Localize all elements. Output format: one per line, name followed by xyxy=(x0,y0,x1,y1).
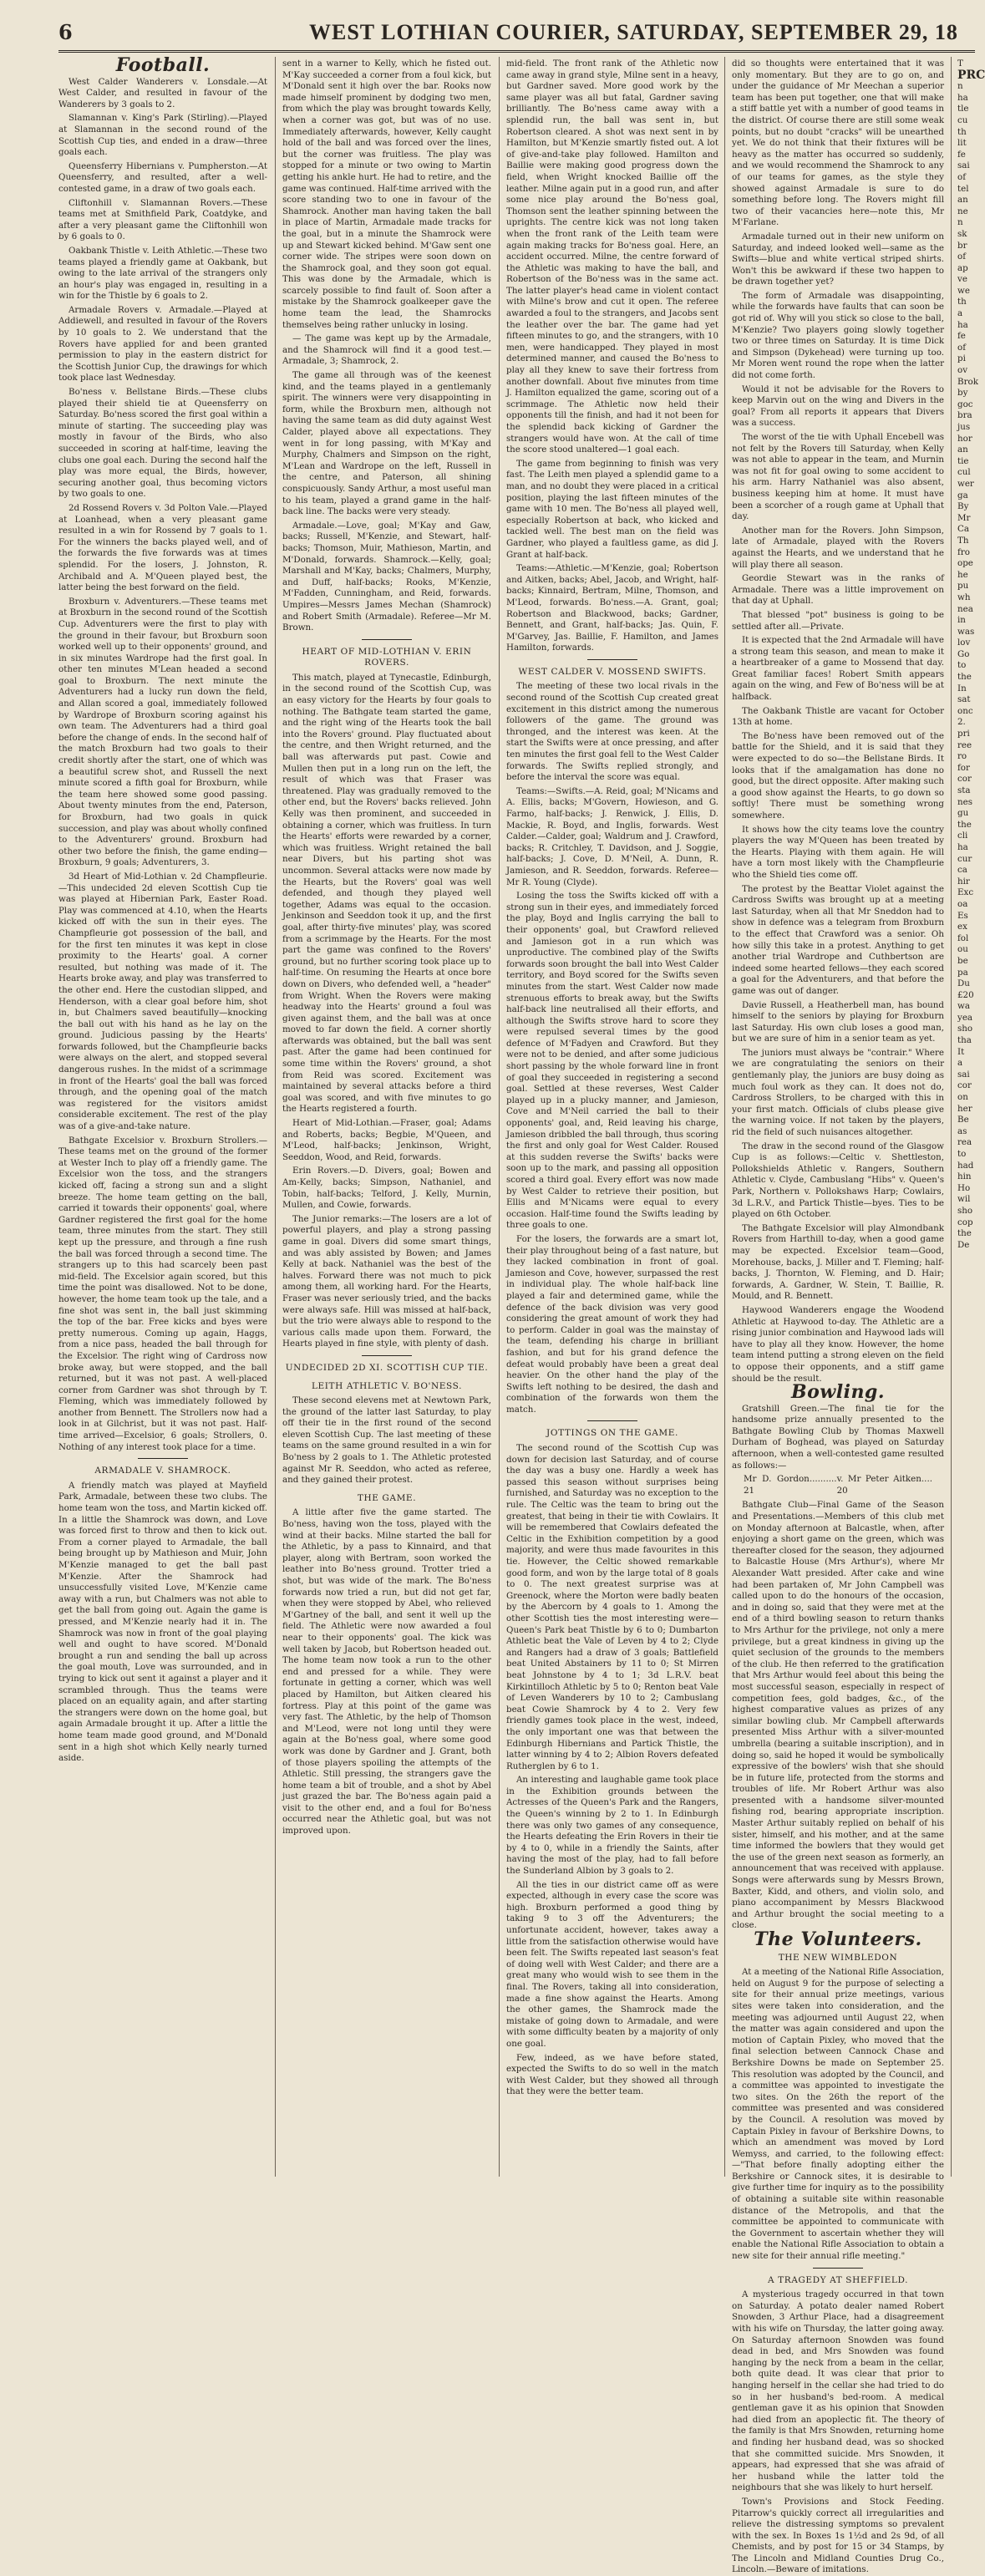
clipped-line-fragment: sk xyxy=(957,228,967,239)
clipped-line-fragment: jus xyxy=(957,422,971,432)
article-paragraph: Davie Russell, a Heatherbell man, has bound himself to the seniors by playing for Broxburn last Saturday. His own club loses a good man, but we are sure of him in a senior team as yet. xyxy=(732,999,944,1044)
clipped-line-fragment: Exc xyxy=(957,887,974,898)
article-heading: THE NEW WIMBLEDON xyxy=(778,1952,898,1963)
article-paragraph: mid-field. The front rank of the Athletic now came away in grand style, Milne sent in a heavy, but Gardner saved. More good work by the same player was all but fatal, Gardner saving brilliantly. The Bo'ness came away with a splendid run, the ball was sent in, but Robertson cleared. A shot was next sent in by Hamilton, but M'Kenzie smartly fisted out. A lot of give-and-take play followed. Hamilton and Baillie were making good progress down the field, when Wright knocked Baillie off the leather. Milne again put in a good run, and after some nice play around the Bo'ness goal, Thomson sent the leather spinning between the uprights. The centre kick was not long taken when the front rank of the Leith team were again making tracks for Bo'ness goal. Here, an accident occurred. Milne, the centre forward of the Athletic was making to have the ball, and Robertson of the Bo'ness was in the same act. The latter player's head came in violent contact with Milne's brow and cut it open. The referee awarded a foul to the strangers, and Jacobs sent the leather over the bar. The game had yet fifteen minutes to go, and the strangers, with 10 men, were handicapped. They played in most determined manner, and caused the Bo'ness to play all they knew to save their fortress from another downfall. About five minutes from time J. Hamilton equalized the game, scoring out of a scrimmage. The Athletic now held their opponents till the finish, and had it not been for the splendid back kicking of Gardner the strangers would have won. At the call of time the score stood unaltered—1 goal each. xyxy=(506,58,718,455)
clipped-line-fragment: lit xyxy=(957,138,967,149)
article-paragraph: The worst of the tie with Uphall Encebell was not felt by the Rovers till Saturday, when Kelly was not able to appear in the team, and Murnin was not fit for goal owing to some accident to his arm. Harry Nathaniel was also absent, business keeping him at home. It must have been a scorcher of a rough game at Uphall that day. xyxy=(732,432,944,522)
clipped-line-fragment: sai xyxy=(957,1069,970,1080)
clipped-line-fragment: ro xyxy=(957,751,967,762)
clipped-line-fragment: a xyxy=(957,308,963,319)
article-paragraph: sent in a warner to Kelly, which he fisted out. M'Kay succeeded a corner from a foul kick, but M'Donald sent it high over the bar. Rooks now made himself prominent by dodging two men, from which the play was brought towards Kelly, when a corner was got, but was of no use. Immediately afterwards, however, Kelly caught hold of the ball and was forced over the lines, but the corner was fruitless. The play was stopped for a minute or two owing to Martin getting his ankle hurt. He had to retire, and the game was continued. Half-time arrived with the score standing two to one in favour of the Shamrock. Another man having taken the ball in place of Martin, Armadale made tracks for the goal, but in a minute the Shamrock were up and Stewart kicked behind. M'Gaw sent one corner wide. The stripes were soon down on the Shamrock goal, and they soon got equal. This was done by the Armadale, which is scarcely possible to find fault of. Soon after a mistake by the Shamrock goalkeeper gave the home team the lead, the Shamrocks themselves being rather unlucky in losing. xyxy=(282,58,491,330)
section-title-football: Football. xyxy=(115,54,211,76)
clipped-line-fragment: fe xyxy=(957,149,966,160)
divider xyxy=(813,2268,863,2269)
clipped-line-fragment: PRC xyxy=(957,68,985,82)
clipped-line-fragment: oa xyxy=(957,898,968,909)
clipped-line-fragment: Es xyxy=(957,910,968,921)
clipped-line-fragment: for xyxy=(957,762,970,773)
clipped-line-fragment: fro xyxy=(957,546,970,557)
clipped-line-fragment: cor xyxy=(957,774,972,785)
clipped-line-fragment: Du xyxy=(957,978,970,989)
article-paragraph: Bo'ness v. Bellstane Birds.—These clubs played their shield tie at Queensferry on Saturday. Bo'ness scored the first goal within a minute of starting. The succeeding play was mostly in favour of the Birds, who also succeeded in scoring at half-time, leaving the clubs one goal each. During the second half the play was more equal, the Birds, however, securing another goal, thus becoming victors by two goals to one. xyxy=(58,387,267,500)
bowling-score-line xyxy=(732,1474,944,1496)
clipped-line-fragment: th xyxy=(957,126,967,137)
clipped-line-fragment: he xyxy=(957,569,968,580)
clipped-line-fragment: as xyxy=(957,1125,967,1136)
clipped-line-fragment: ree xyxy=(957,739,972,750)
article-paragraph: The Bathgate Excelsior will play Almondbank Rovers from Harthill to-day, when a good game may be expected. Excelsior team—Good, Morehouse, backs, J. Miller and T. Fleming; half-backs, J. Thornton, W. Fleming, and D. Hair; forwards, A. Gardner, W. Stein, T. Baillie, R. Mould, and R. Bennett. xyxy=(732,1222,944,1302)
clipped-line-fragment: had xyxy=(957,1160,974,1171)
article-paragraph: Teams:—Swifts.—A. Reid, goal; M'Nicams and A. Ellis, backs; M'Govern, Howieson, and G. Farmo, half-backs; J. Renwick, J. Ellis, D. Mackie, R. Boyd, and Inglis, forwards. West Calder.—Calder, goal; Waldrum and J. Crawford, backs; R. Critchley, T. Davidson, and J. Soggie, half-backs; J. Cove, D. M'Neil, A. Dunn, R. Jamieson, and R. Seeddon, forwards. Referee—Mr R. Young (Clyde). xyxy=(506,785,718,887)
article-paragraph: At a meeting of the National Rifle Association, held on August 9 for the purpose of selecting a site for their annual prize meetings, various sites were taken into consideration, and the meeting was adjourned until August 22, when the matter was again considered and upon the motion of Captain Pixley, who moved that the final selection between Cannock Chase and Berkshire Downs be made on September 25. This resolution was adopted by the Council, and a committee was appointed to investigate the two sites. On the 26th the report of the committee was presented and was considered by the Council. A resolution was moved by Captain Pixley in favour of Berkshire Downs, to which an amendment was moved by Lord Wemyss, and carried, to the following effect:—"That before finally adopting either the Berkshire or Cannock sites, it is desirable to give further time for inquiry as to the possibility of obtaining a suitable site within reasonable distance of the Metropolis, and that the committee be appointed to communicate with the Government to ascertain whether they will enable the National Rifle Association to obtain a new site for their annual rifle meeting." xyxy=(732,1967,944,2262)
article-paragraph: This match, played at Tynecastle, Edinburgh, in the second round of the Scottish Cup, was an easy victory for the Hearts by four goals to nothing. The Bathgate team started the game, and the right wing of the Hearts took the ball into the Rovers' ground. Play fluctuated about the centre, and then Wright returned, and the ball was afterwards put past. Cowie and Mullen then put in a long run on the left, the result of which was that Fraser was threatened. Play was gradually removed to the other end, but the Rovers' backs relieved. John Kelly was then prominent, and succeeded in obtaining a corner, which was fruitless. In turn the Hearts' efforts were rewarded by a corner, which was fruitless. Wright retained the ball near Divers, but his parting shot was uncommon. Several attacks were now made by the Hearts, but the Rovers' goal was well defended, and though they played well together, Adams was equal to the occasion. Jenkinson and Seeddon took it up, and the first goal, after thirty-five minutes' play, was scored from a scrimmage by the Hearts. For the most part the game was confined to the Rovers' ground, but no further scoring took place up to half-time. On resuming the Hearts at once bore down on Divers, who defended well, a "header" from Wright. When the Rovers were making headway into the Hearts' ground a foul was given against them, and the ball was at once moved to far down the field. A corner shortly afterwards was obtained, but the ball was sent past. After the game had been continued for some time within the Rovers' ground, a shot from Reid was scored. Excitement was maintained by several attacks before a third goal was scored, and with five minutes to go the Hearts registered a fourth. xyxy=(282,672,491,1115)
clipped-line-fragment: ha xyxy=(957,841,968,852)
article-paragraph: Armadale turned out in their new uniform on Saturday, and indeed looked well—same as the Swifts—blue and white vertical striped shirts. Won't this be awkward if these two happen to be drawn together yet? xyxy=(732,231,944,287)
article-paragraph: 3d Heart of Mid-Lothian v. 2d Champfleurie.—This undecided 2d eleven Scottish Cup tie was played at Hibernian Park, Easter Road. Play was commenced at 4.10, when the Hearts kicked off with the sun in their eyes. The Champfleurie got possession of the ball, and for the first ten minutes it was kept in close proximity to the Hearts' goal. A corner resulted, but nothing was made of it. The Hearts broke away, and play was transferred to the other end. Here the custodian slipped, and Henderson, with a clear goal before him, shot in, but Chalmers saved beautifully—knocking the ball out with his hand as he lay on the ground. Judicious passing by the Hearts' forwards followed, but the Champfleurie backs were always on the alert, and stopped several dangerous rushes. In the midst of a scrimmage in front of the Hearts' goal the ball was forced through, and the opening goal of the match was registered for the visitors amidst considerable excitement. The rest of the play was of a give-and-take nature. xyxy=(58,871,267,1132)
clipped-line-fragment: the xyxy=(957,1228,972,1239)
clipped-line-fragment: hor xyxy=(957,433,972,444)
clipped-line-fragment: ap xyxy=(957,262,968,273)
clipped-line-fragment: ha xyxy=(957,319,968,330)
clipped-line-fragment: of xyxy=(957,252,967,262)
clipped-line-fragment: hin xyxy=(957,1171,972,1182)
clipped-line-fragment: pi xyxy=(957,353,966,364)
clipped-line-fragment: tie xyxy=(957,455,969,466)
clipped-line-fragment: an xyxy=(957,195,968,206)
column-rule xyxy=(499,57,500,2177)
advertisement-paragraph: Town's Provisions and Stock Feeding. Pitarrow's quickly correct all irregularities and relieve the distressing symptoms so prevalent with the sex. In Boxes 1s 1½d and 2s 9d, of all Chemists, and by post for 15 or 34 Stamps, by The Lincoln and Midland Counties Drug Co., Lincoln.—Beware of imitations. xyxy=(732,2496,944,2575)
clipped-line-fragment: by xyxy=(957,388,968,399)
article-heading: WEST CALDER V. MOSSEND SWIFTS. xyxy=(518,666,707,677)
clipped-line-fragment: Ho xyxy=(957,1182,971,1193)
clipped-line-fragment: sta xyxy=(957,785,971,795)
clipped-line-fragment: ve xyxy=(957,274,967,285)
clipped-line-fragment: n xyxy=(957,217,963,228)
clipped-line-fragment: nes xyxy=(957,796,973,807)
clipped-line-fragment: the xyxy=(957,819,972,830)
section-title-volunteers: The Volunteers. xyxy=(754,1928,922,1950)
divider xyxy=(138,1458,188,1459)
clipped-line-fragment: sho xyxy=(957,1205,973,1216)
article-paragraph: The juniors must always be "contrair." Where we are congratulating the seniors on their gentlemanly play, the juniors are busy doing as much foul work as they can. It does not do, Cardross Strollers, to be charged with this in your first match. Officials of clubs please give the warning voice. If not taken by the players, rid the field of such nuisances altogether. xyxy=(732,1047,944,1138)
clipped-line-fragment: n xyxy=(957,81,963,92)
article-paragraph: West Calder Wanderers v. Lonsdale.—At West Calder, and resulted in favour of the Wanderers by 3 goals to 2. xyxy=(58,76,267,109)
article-heading: A TRAGEDY AT SHEFFIELD. xyxy=(767,2274,909,2285)
column-rule xyxy=(951,57,952,2177)
article-paragraph: Armadale.—Love, goal; M'Kay and Gaw, backs; Russell, M'Kenzie, and Stewart, half-backs; Thomson, Muir, Mathieson, Martin, and M'Donald, forwards. Shamrock.—Kelly, goal; Marshall and M'Kay, backs; Chalmers, Murphy, and Duff, half-backs; Rooks, M'Kenzie, M'Fadden, Cunningham, and Reid, forwards. Umpires—Messrs James Mechan (Shamrock) and Robert Smith (Armadale). Referee—Mr M. Brown. xyxy=(282,520,491,633)
clipped-line-fragment: ha xyxy=(957,92,968,103)
column-rule xyxy=(724,57,725,2177)
clipped-line-fragment: cul xyxy=(957,467,971,478)
divider xyxy=(587,659,637,660)
clipped-line-fragment: sat xyxy=(957,694,971,705)
newspaper-title: WEST LOTHIAN COURIER, SATURDAY, SEPTEMBER 29, 18 xyxy=(309,20,958,44)
divider xyxy=(362,639,412,640)
clipped-line-fragment: was xyxy=(957,626,975,637)
clipped-line-fragment: pu xyxy=(957,581,969,592)
clipped-line-fragment: nea xyxy=(957,603,973,614)
article-paragraph: It shows how the city teams love the country players the way M'Queen has been treated by the Hearts. Playing with them again. He will have a torn most likely with the Champfleurie who the Shield ties come off. xyxy=(732,824,944,880)
article-paragraph: The second round of the Scottish Cup was down for decision last Saturday, and of course the day was a busy one. Hardly a week has passed this season without surprises being furnished, and Saturday was no exception to the rule. The Celtic was the team to bring out the greatest, that being in their tie with Cowlairs. It will be remembered that Cowlairs defeated the Celtic in the Exhibition competition by a good majority, and were thus made favourites in this tie. However, the Celtic showed remarkable good form, and won by the large total of 8 goals to 0. The next greatest surprise was at Greenock, where the Morton were badly beaten by the Abercorn by 4 goals to 1. Among the other Scottish ties the most interesting were—Queen's Park beat Thistle by 6 to 0; Dumbarton Athletic beat the Vale of Leven by 4 to 2; Clyde and Rangers had a draw of 3 goals; Battlefield beat United Abstainers by 11 to 0; St Mirren beat Johnstone by 4 to 1; 3d L.R.V. beat Kirkintilloch Athletic by 5 to 0; Renton beat Vale of Leven Wanderers by 10 to 2; Cambuslang beat Cowie Shamrock by 4 to 2. Very few friendly games took place in the west, indeed, the only important one was that between the Edinburgh Hibernians and Partick Thistle, the latter winning by 4 to 2; Albion Rovers defeated Rutherglen by 6 to 1. xyxy=(506,1443,718,1771)
article-paragraph: For the losers, the forwards are a smart lot, their play throughout being of a fast nature, but they lacked combination in front of goal. Jamieson and Cove, however, surpassed the rest in individual play. The whole half-back line played a fair and determined game, while the defence of the back division was very good considering the great amount of work they had to perform. Calder in goal was the mainstay of the team, defending his charge in brilliant fashion, and but for his grand defence the defeat would probably have been a great deal heavier. On the other hand the play of the Swifts left nothing to be desired, the dash and combination of the forwards won them the match. xyxy=(506,1233,718,1415)
clipped-line-fragment: ca xyxy=(957,865,967,876)
clipped-line-fragment: br xyxy=(957,240,967,251)
article-paragraph: The meeting of these two local rivals in the second round of the Scottish Cup created great excitement in this district among the numerous followers of the game. The ground was thronged, and the interest was keen. At the start the Swifts were at once pressing, and after ten minutes the first goal fell to the West Calder forwards. The Swifts replied strongly, and before the interval the score was equal. xyxy=(506,681,718,783)
article-paragraph: Queensferry Hibernians v. Pumpherston.—At Queensferry, and resulted, after a well-contested game, in a draw of two goals each. xyxy=(58,160,267,194)
clipped-line-fragment: It xyxy=(957,1046,965,1057)
clipped-line-fragment: ou xyxy=(957,944,968,955)
section-title-bowling: Bowling. xyxy=(791,1381,885,1404)
article-paragraph: The draw in the second round of the Glasgow Cup is as follows:—Celtic v. Shettleston, Pollokshields Athletic v. Rangers, Southern Athletic v. Clyde, Cambuslang "Hibs" v. Queen's Park, Northern v. Pollokshaws Harp; Cowlairs, 3d L.R.V., and Partick Thistle—byes. Ties to be played on 6th October. xyxy=(732,1141,944,1220)
clipped-line-fragment: cur xyxy=(957,853,972,864)
article-heading: JOTTINGS ON THE GAME. xyxy=(546,1428,678,1439)
article-paragraph: Bathgate Excelsior v. Broxburn Strollers.—These teams met on the ground of the former at Wester Inch to play off a friendly game. The Excelsior won the toss, and the strangers kicked off, facing a strong sun and a slight breeze. The home team getting on the ball, carried it towards their opponents' goal, where Gardner registered the first goal for the home team, three minutes from the start. They still kept up the pressure, and through a fine rush the ball was forced through a second time. The strangers up to this had scarcely been past mid-field. The Excelsior again scored, but this time the point was disallowed. Not to be done, however, the home team took up the tale, and a fine shot was sent in, the ball just skimming the top of the bar. Free kicks and byes were pretty numerous. Coming up again, Haggs, from a nice pass, headed the ball through for the Excelsior. The right wing of Cardross now broke away, but were stopped, and the ball returned, but it was not past. A well-placed corner from Gardner was shot through by T. Fleming, which was immediately followed by another from Bennett. The Strollers now had a look in at Gilchrist, but it was not past. Half-time arrived—Excelsior, 6 goals; Strollers, 0. Nothing of any interest took place for a time. xyxy=(58,1135,267,1452)
article-paragraph: Bathgate Club—Final Game of the Season and Presentations.—Members of this club met on Monday afternoon at Balcastle, when, after enjoying a short game on the green, which was thereafter closed for the season, they adjourned to Balcastle House (Mrs Arthur's), where Mr Alexander Watt presided. After cake and wine had been partaken of, Mr John Campbell was called upon to do the honours of the occasion, and in doing so, said that they were met at the end of a third bowling season to return thanks to Mrs Arthur for the privilege, not only a mere privilege, but a great kindness in giving up the quiet seclusion of the grounds to the members of the club. He then referred to the gratification that Mrs Arthur would feel about this being the most successful season, especially in respect of competition fees, gold badges, &c., of the highest comparative values as prizes of any similar bowling club. Mr Campbell afterwards presented Miss Arthur with a silver-mounted umbrella (bearing a suitable inscription), and in doing so, said he hoped it would be symbolically expressive of the bowlers' wish that she should be in future life, protected from the storms and troubles of life. Mr Robert Arthur was also presented with a handsome silver-mounted fishing rod, bearing appropriate inscription. Master Arthur suitably replied on behalf of his sister, himself, and his mother, and at the same time informed the bowlers that they would get the use of the green next season as formerly, an announcement that was received with applause. Songs were afterwards sung by Messrs Brown, Baxter, Kidd, and others, and violin solo, and piano accompaniment by Messrs Blackwood and Arthur brought the social meeting to a close. xyxy=(732,1500,944,1931)
article-paragraph: Erin Rovers.—D. Divers, goal; Bowen and Am-Kelly, backs; Simpson, Nathaniel, and Tobin, half-backs; Telford, J. Kelly, Murnin, Mullen, and Cowie, forwards. xyxy=(282,1166,491,1211)
clipped-line-fragment: By xyxy=(957,501,969,512)
article-subheading: LEITH ATHLETIC V. BO'NESS. xyxy=(311,1380,463,1391)
clipped-line-fragment: Ca xyxy=(957,524,970,535)
clipped-line-fragment: hir xyxy=(957,876,970,887)
clipped-line-fragment: tha xyxy=(957,1035,972,1046)
clipped-line-fragment: ex xyxy=(957,922,967,932)
clipped-line-fragment: cor xyxy=(957,1080,972,1091)
article-paragraph: Slamannan v. King's Park (Stirling).—Played at Slamannan in the second round of the Scottish Cup ties, and ended in a draw—three goals each. xyxy=(58,113,267,158)
clipped-line-fragment: wer xyxy=(957,478,974,489)
column-4 xyxy=(732,58,944,2575)
clipped-line-fragment: cu xyxy=(957,114,968,125)
clipped-line-fragment: of xyxy=(957,171,967,182)
clipped-line-fragment: we xyxy=(957,285,970,296)
clipped-line-fragment: wh xyxy=(957,592,971,602)
clipped-line-fragment: Th xyxy=(957,535,969,546)
column-1 xyxy=(58,54,267,2177)
article-paragraph: A little after five the game started. The Bo'ness, having won the toss, played with the wind at their backs. Milne started the ball for the Athletic, by a pass to Kinnaird, and that player, along with Bertram, soon worked the leather into Bo'ness ground. Trotter tried a shot, but was wide of the mark. The Bo'ness forwards now tried a run, but did not get far, when they were stopped by Abel, who relieved M'Gartney of the ball, and sent it well up the field. The Athletic were now awarded a foul near to their opponents' goal. The kick was well taken by Jacob, but Robertson headed out. The home team now took a run to the other end and pressed for a while. They were fortunate in getting a corner, which was well placed by Hamilton, but Aitken cleared his fortress. Play at this point of the game was very fast. The Athletic, by the help of Thomson and M'Leod, were not long until they were again at the Bo'ness goal, where some good work was done by Gardner and J. Grant, both of those players spoiling the attempts of the Athletic. Still pressing, the strangers gave the home team a bit of trouble, and a shot by Abel just grazed the bar. The Bo'ness again paid a visit to the other end, and a foul for Bo'ness occurred near the Athletic goal, but was not improved upon. xyxy=(282,1507,491,1837)
article-paragraph: The game from beginning to finish was very fast. The Leith men played a splendid game to a man, and no doubt they were placed in a critical position, playing the last fifteen minutes of the game with 10 men. The Bo'ness all played well, especially Robertson at back, who kicked and tackled well. The best man on the field was Gardner, who played a faultless game, as did J. Grant at half-back. xyxy=(506,458,718,560)
clipped-line-fragment: pri xyxy=(957,729,970,739)
clipped-line-fragment: Brok xyxy=(957,376,978,387)
article-paragraph: Cliftonhill v. Slamannan Rovers.—These teams met at Smithfield Park, Coatdyke, and after a very pleasant game the Cliftonhill won by 6 goals to 0. xyxy=(58,197,267,242)
article-heading: UNDECIDED 2D XI. SCOTTISH CUP TIE. xyxy=(285,1362,489,1373)
article-heading: ARMADALE V. SHAMROCK. xyxy=(94,1466,231,1476)
clipped-line-fragment: to xyxy=(957,1149,967,1159)
clipped-line-fragment: tel xyxy=(957,183,969,194)
clipped-line-fragment: Mr xyxy=(957,512,971,523)
clipped-line-fragment: the xyxy=(957,672,972,683)
article-paragraph: A mysterious tragedy occurred in that town on Saturday. A potato dealer named Robert Snowden, 3 Arthur Place, had a disagreement with his wife on Thursday, the latter going away. On Saturday afternoon Snowden was found dead in bed, and Mrs Snowden was found hanging by the neck from a beam in the cellar, both quite dead. It was clear that prior to hanging herself in the cellar she had tried to do so in her husband's bed-room. A medical gentleman gave it as his opinion that Snowden had died from an apoplectic fit. The theory of the family is that Mrs Snowden, returning home and finding her husband dead, was so shocked that she committed suicide. Mrs Snowden, it appears, had expressed that she was afraid of her husband while the latter told the neighbours that she was likely to hurt herself. xyxy=(732,2289,944,2493)
clipped-line-fragment: of xyxy=(957,342,967,353)
article-paragraph: Teams:—Athletic.—M'Kenzie, goal; Robertson and Aitken, backs; Abel, Jacob, and Wright, half-backs; Kinnaird, Bertram, Milne, Thomson, and M'Leod, forwards. Bo'ness.—A. Grant, goal; Robertson and Blackwood, backs; Gardner, Bennett, and Grant, half-backs; Jas. Quin, F. M'Garvey, Jas. Baillie, F. Hamilton, and James Hamilton, forwards. xyxy=(506,563,718,653)
clipped-line-fragment: £20 xyxy=(957,989,974,1000)
article-paragraph: All the ties in our district came off as were expected, although in every case the score was high. Broxburn performed a good thing by taking 9 to 3 off the Adventurers; the unfortunate accident, however, takes away a little from the satisfaction otherwise would have been felt. The Swifts repeated last season's feat of doing well with West Calder; and there are a great many who would wish to see them in the final. The Rovers, taking all into consideration, made a fine show against the Hearts. Among the other games, the Shamrock made the mistake of going down to Armadale, and were with some difficulty beaten by a majority of only one goal. xyxy=(506,1879,718,2049)
clipped-line-fragment: rea xyxy=(957,1137,972,1148)
article-paragraph: Losing the toss the Swifts kicked off with a strong sun in their eyes, and immediately forced the play, Boyd and Inglis carrying the ball to their opponents' goal, but Crawford relieved and Jamieson got in a run which was unproductive. The combined play of the Swifts forwards soon brought the ball into West Calder territory, and Boyd scored for the Swifts seven minutes from the start. West Calder now made strenuous efforts to break away, but the Swifts half-back line neutralised all their efforts, and although the Swifts strove hard to score they were repulsed several times by the good defence of M'Fadyen and Crawford. But they were not to be denied, and after some judicious short passing by the whole forward line in front of goal they succeeded in registering a second goal. Settled at these reverses, West Calder played up in a plucky manner, and Jamieson, Cove and M'Neil carried the ball to their opponents' goal, and, Reid leaving his charge, Jamieson dribbled the ball through, thus scoring the first and only goal for West Calder. Roused at this sudden reverse the Swifts' backs were soon up to the mark, and passing all opposition scored a third goal. Every effort was now made by West Calder to retrieve their position, but Ellis and M'Nicams were equal to every occasion. Half-time found the Swifts leading by three goals to one. xyxy=(506,891,718,1231)
clipped-line-fragment: ga xyxy=(957,490,968,500)
article-paragraph: The form of Armadale was disappointing, while the forwards have faults that can soon be got rid of. Why will you stick so close to the ball, M'Kenzie? Two players going slowly together two or three times on Saturday. It is time Dick and Simpson (Dykehead) were turning up too. Mr Moren went round the rope when the latter did not come forth. xyxy=(732,290,944,381)
article-paragraph: The Junior remarks:—The losers are a lot of powerful players, and play a strong passing game in goal. Divers did some smart things, and was ably assisted by Bowen; and James Kelly at back. Nathaniel was the best of the halves. Forward there was not much to pick among them, all working hard. For the Hearts, Fraser was never seriously tried, and the backs were always safe. Hill was missed at half-back, but the trio were always able to respond to the various calls made upon them. Forward, the Hearts played in fine style, with plenty of dash. xyxy=(282,1213,491,1349)
article-paragraph: Gratshill Green.—The final tie for the handsome prize annually presented to the Bathgate Bowling Club by Thomas Maxwell Durham of Boghead, was played on Saturday afternoon, when a well-contested game resulted as follows:— xyxy=(732,1403,944,1471)
clipped-line-fragment: yea xyxy=(957,1012,973,1023)
clipped-line-fragment: her xyxy=(957,1103,972,1114)
article-subheading: THE GAME. xyxy=(357,1492,417,1503)
clipped-line-fragment: Go xyxy=(957,648,970,659)
clipped-line-fragment: cli xyxy=(957,831,968,841)
clipped-line-fragment: De xyxy=(957,1239,970,1250)
column-2 xyxy=(282,58,491,2177)
clipped-line-fragment: ne xyxy=(957,206,968,216)
clipped-line-fragment: ope xyxy=(957,558,973,569)
masthead xyxy=(58,12,975,53)
clipped-line-fragment: wa xyxy=(957,1001,970,1012)
article-paragraph: An interesting and laughable game took place in the Exhibition grounds between the Actresses of the Queen's Park and the Rangers, the Queen's winning by 2 to 1. In Edinburgh there was only two games of any consequence, the Hearts defeating the Erin Rovers in their tie by 4 to 0, while in a friendly the Saints, after having the most of the play, had to fall before the Sunderland Albion by 3 goals to 2. xyxy=(506,1775,718,1877)
article-paragraph: Geordie Stewart was in the ranks of Armadale. There was a little improvement on that day at Uphall. xyxy=(732,573,944,607)
clipped-line-fragment: an xyxy=(957,445,968,455)
clipped-line-fragment: fe xyxy=(957,331,966,342)
clipped-line-fragment: be xyxy=(957,955,968,966)
clipped-line-fragment: a xyxy=(957,1058,963,1069)
article-paragraph: The game all through was of the keenest kind, and the teams played in a gentlemanly spirit. The winners were very disappointing in form, while the Broxburn men, although not having the same team as did duty against West Calder, played above all expectations. They went in for long passing, with M'Kay and Murphy, Chalmers and Simpson on the right, M'Lean and Wardrope on the left, Russell in the centre, and Paterson, all shining conspicuously. Sandy Arthur, a most useful man to his team, played a grand game in the half-back line. The backs were very steady. xyxy=(282,370,491,517)
clipped-line-fragment: In xyxy=(957,683,967,694)
divider xyxy=(587,1420,637,1421)
clipped-line-fragment: in xyxy=(957,615,966,626)
clipped-line-fragment: ov xyxy=(957,365,968,376)
column-rule xyxy=(275,57,276,2177)
article-paragraph: — The game was kept up by the Armadale, and the Shamrock will find it a good test.— Armadale, 3; Shamrock, 2. xyxy=(282,333,491,367)
article-paragraph: Few, indeed, as we have before stated, expected the Swifts to do so well in the match with West Calder, but they showed all through that they were the better team. xyxy=(506,2052,718,2097)
clipped-line-fragment: th xyxy=(957,297,967,307)
article-paragraph: The Bo'ness have been removed out of the battle for the Shield, and it is said that they were expected to do so—the Bellstane Birds. It looks that if the amalgamation has done no good, but the direct opposite. After making such a good show against the Hearts, to go down so softly! There must be something wrong somewhere. xyxy=(732,730,944,821)
article-paragraph: Heart of Mid-Lothian.—Fraser, goal; Adams and Roberts, backs; Begbie, M'Queen, and M'Leod, half-backs; Jenkinson, Wright, Seeddon, Wood, and Reid, forwards. xyxy=(282,1118,491,1162)
clipped-line-fragment: fol xyxy=(957,932,969,943)
article-paragraph: A friendly match was played at Mayfield Park, Armadale, between these two clubs. The home team won the toss, and Martin kicked off. In a little the Shamrock was down, and Love was forced first to throw and then to kick out. From a corner played to Armadale, the ball being brought up by Mathieson and Muir, John M'Kenzie managed to get the ball past M'Kenzie. After the Shamrock had unsuccessfully visited Love, M'Kenzie came away with a run, but Chalmers was not able to get the ball from going out. Again the game is pressed, and M'Kenzie nearly had it in. The Shamrock was now in front of the goal playing well and ought to have scored. M'Donald brought a run and sending the ball up across the goal mouth, Love was surrounded, and in trying to kick out sent it against a player and it scrambled through. Thus the teams were placed on an equality again, and after starting the strangers were down on the home goal, but again Armadale brought it up. After a little the home team made good ground, and M'Donald sent in a high shot which Kelly nearly turned aside. xyxy=(58,1480,267,1764)
article-paragraph: That blessed "pot" business is going to be settled after all.—Private. xyxy=(732,609,944,632)
clipped-line-fragment: lov xyxy=(957,638,971,648)
article-paragraph: Broxburn v. Adventurers.—These teams met at Broxburn in the second round of the Scottish Cup. Adventurers were the first to play with the ground in their favour, but Broxburn soon worked well up to their opponents' ground, and in six minutes Wardrope had the first goal. In other ten minutes M'Lean headed a second goal to Broxburn. The next minute the Adventurers had a lucky run down the field, and Allan scored a goal, immediately followed by Wardrope of Broxburn scoring against his own team. The Adventurers had a third goal before the change of ends. In the second half of the match Broxburn had two goals to their credit shortly after the start, one of which was a beautiful screw shot, and Russell the next minute scored a fifth goal for Broxburn, while the team here showed some good passing. About twenty minutes from the end, Paterson, for Broxburn, had two goals in quick succession, and play was about wholly confined to the Adventurers' ground. Broxburn had other two before the finish, the game ending—Broxburn, 9 goals; Adventurers, 3. xyxy=(58,596,267,868)
article-paragraph: The Oakbank Thistle are vacant for October 13th at home. xyxy=(732,705,944,728)
article-paragraph: Another man for the Rovers. John Simpson, late of Armadale, played with the Rovers against the Hearts, and we understand that he will play there all season. xyxy=(732,525,944,570)
clipped-line-fragment: cop xyxy=(957,1217,973,1227)
column-3 xyxy=(506,58,718,2177)
clipped-line-fragment: tle xyxy=(957,104,969,114)
score-left: Mr D. Gordon.......... 21 xyxy=(744,1474,837,1496)
clipped-line-fragment: Be xyxy=(957,1115,969,1125)
clipped-line-fragment: T xyxy=(957,58,963,69)
article-paragraph: It is expected that the 2nd Armadale will have a strong team this season, and mean to make it a heartbreaker of a game to Mossend that day. Great familiar faces! Robert Smith appears again on the wing, and Few of Bo'ness will be at halfback. xyxy=(732,635,944,703)
clipped-line-fragment: sai xyxy=(957,160,970,171)
article-paragraph: 2d Rossend Rovers v. 3d Polton Vale.—Played at Loanhead, when a very pleasant game resulted in a win for Rossend by 7 goals to 1. For the winners the backs played well, and of the forwards the five forwards was at times splendid. For the losers, J. Johnston, R. Archibald and A. M'Queen played best, the latter being the best forward on the field. xyxy=(58,502,267,593)
column-5-clipped xyxy=(957,58,985,2177)
clipped-line-fragment: on xyxy=(957,1092,968,1103)
clipped-line-fragment: pa xyxy=(957,967,968,978)
article-paragraph: These second elevens met at Newtown Park, the ground of the latter last Saturday, to play off their tie in the first round of the second eleven Scottish Cup. The last meeting of these teams on the same ground resulted in a win for Bo'ness by 2 goals to 1. The Athletic protested against Mr R. Seeddon, who acted as referee, and they gained their protest. xyxy=(282,1395,491,1486)
score-right: v. Mr Peter Aitken.... 20 xyxy=(836,1474,932,1496)
clipped-line-fragment: goc xyxy=(957,399,973,409)
clipped-line-fragment: to xyxy=(957,660,967,671)
article-paragraph: Armadale Rovers v. Armadale.—Played at Addiewell, and resulted in favour of the Rovers by 10 goals to 2. We understand that the Rovers have applied for and been granted permission to play in the eastern district for the Scottish Junior Cup, the drawings for which took place last Wednesday. xyxy=(58,304,267,384)
article-paragraph: Would it not be advisable for the Rovers to keep Marvin out on the wing and Divers in the goal? From all reports it appears that Divers was a success. xyxy=(732,384,944,429)
article-paragraph: Haywood Wanderers engage the Woodend Athletic at Haywood to-day. The Athletic are a rising junior combination and Haywood lads will have to play all they know. However, the home team intend putting a strong eleven on the field to oppose their opponents, and a stiff game should be the result. xyxy=(732,1304,944,1384)
article-heading: HEART OF MID-LOTHIAN V. ERIN ROVERS. xyxy=(302,646,472,668)
article-paragraph: did so thoughts were entertained that it was only momentary. But they are to go on, and under the guidance of Mr Meechan a superior team has been put together, one that will make a stiff battle yet with a number of good teams in the district. Of course there are still some weak points, but no doubt "cracks" will be unearthed yet. We do not think that their fixtures will be heavy as the matter has occurred so suddenly, and we would recommend the Shamrock to any of our teams for games, as the style they showed against Armadale is sure to do something before long. The Rovers might fill two of their vacancies here—note this, Mr M'Farlane. xyxy=(732,58,944,228)
page-number: 6 xyxy=(58,20,73,44)
article-paragraph: The protest by the Beattar Violet against the Cardross Swifts was brought up at a meeting last Saturday, when all that Mr Sneddon had to show in defence was a telegram from Broxburn to the effect that Crawford was a senior. Oh how silly this take in a protest. Anything to get another trial Wardrope and Cuthbertson are indeed some hearted fellows—they each scored a goal for the Adventurers, and that before the game was out of danger. xyxy=(732,883,944,996)
clipped-line-fragment: 2. xyxy=(957,717,966,728)
clipped-line-fragment: wil xyxy=(957,1194,971,1205)
clipped-line-fragment: onc xyxy=(957,705,973,716)
clipped-line-fragment: gu xyxy=(957,808,969,819)
clipped-line-fragment: bra xyxy=(957,410,972,421)
article-paragraph: Oakbank Thistle v. Leith Athletic.—These two teams played a friendly game at Oakbank, but owing to the late arrival of the strangers only an hour's play was engaged in, resulting in a win for the Thistle by 6 goals to 2. xyxy=(58,245,267,302)
divider xyxy=(362,1355,412,1356)
clipped-line-fragment: sho xyxy=(957,1024,973,1034)
